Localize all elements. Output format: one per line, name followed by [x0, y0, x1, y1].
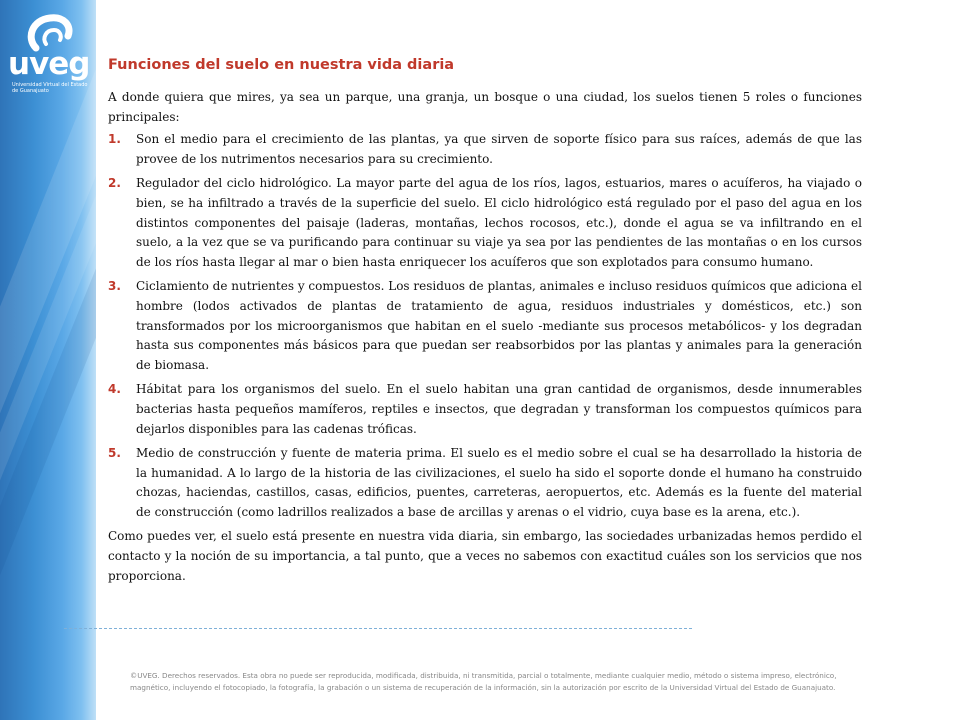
main-content — [108, 56, 862, 589]
list-item-text: Ciclamiento de nutrientes y compuestos. Los residuos de plantas, animales e incluso residuos químicos que adiciona el hombre (lodos activados de plantas de tratamiento de agua, residuos industriales y domésticos, etc.) son transformados por los microorganismos que habitan en el suelo -mediante sus procesos metabólicos- y los degradan hasta sus componentes más básicos para que puedan ser reabsorbidos por las plantas y animales para la generación de biomasa. — [136, 279, 862, 372]
copyright-notice: ©UVEG. Derechos reservados. Esta obra no puede ser reproducida, modificada, distribuida, ni transmitida, parcial o totalmente, mediante cualquier medio, método o sistema impreso, electrónico, magnético, incluyendo el fotocopiado, la fotografía, la grabación o un sistema de recuperación de la información, sin la autorización por escrito de la Universidad Virtual del Estado de Guanajuato. — [130, 671, 837, 692]
list-item-text: Son el medio para el crecimiento de las plantas, ya que sirven de soporte físico para sus raíces, además de que las provee de los nutrimentos necesarios para su crecimiento. — [136, 132, 862, 166]
list-item-number: 5. — [108, 446, 121, 461]
list-item — [108, 130, 862, 169]
list-item-number: 1. — [108, 132, 121, 147]
list-item-number: 3. — [108, 279, 121, 294]
uveg-logo — [6, 8, 90, 98]
closing-paragraph: Como puedes ver, el suelo está presente en nuestra vida diaria, sin embargo, las sociedades urbanizadas hemos perdido el contacto y la noción de su importancia, a tal punto, que a veces no sabemos con exactitud cuáles son los servicios que nos proporciona. — [108, 529, 862, 583]
logo-wordmark: uveg — [8, 46, 90, 82]
list-item — [108, 174, 862, 272]
list-item — [108, 277, 862, 375]
list-item — [108, 380, 862, 439]
list-item-number: 4. — [108, 382, 121, 397]
list-item — [108, 444, 862, 522]
sidebar-banner — [0, 0, 96, 720]
logo-subtitle: Universidad Virtual del Estado de Guanajuato — [12, 82, 88, 94]
list-item-number: 2. — [108, 176, 121, 191]
page-title: Funciones del suelo en nuestra vida diaria — [108, 57, 455, 73]
intro-paragraph: A donde quiera que mires, ya sea un parque, una granja, un bosque o una ciudad, los suelos tienen 5 roles o funciones principales: — [108, 90, 862, 124]
list-item-text: Medio de construcción y fuente de materia prima. El suelo es el medio sobre el cual se ha desarrollado la historia de la humanidad. A lo largo de la historia de las civilizaciones, el suelo ha sido el soporte donde el humano ha construido chozas, haciendas, castillos, casas, edificios, puentes, carreteras, aeropuertos, etc. Además es la fuente del material de construcción (como ladrillos realizados a base de arcillas y arenas o el vidrio, cuya base es la arena, etc.). — [136, 446, 862, 519]
list-item-text: Hábitat para los organismos del suelo. En el suelo habitan una gran cantidad de organismos, desde innumerables bacterias hasta pequeños mamíferos, reptiles e insectos, que degradan y transforman los compuestos químicos para dejarlos disponibles para las cadenas tróficas. — [136, 382, 862, 436]
list-item-text: Regulador del ciclo hidrológico. La mayor parte del agua de los ríos, lagos, estuarios, mares o acuíferos, ha viajado o bien, se ha infiltrado a través de la superficie del suelo. El ciclo hidrológico está regulado por el paso del agua en los distintos componentes del paisaje (laderas, montañas, lechos rocosos, etc.), donde el agua se va infiltrando en el suelo, a la vez que se va purificando para continuar su viaje ya sea por las pendientes de las montañas o en los cursos de los ríos hasta llegar al mar o bien hasta enriquecer los acuíferos que son explotados para consumo humano. — [136, 176, 862, 269]
dashed-divider — [64, 628, 692, 629]
